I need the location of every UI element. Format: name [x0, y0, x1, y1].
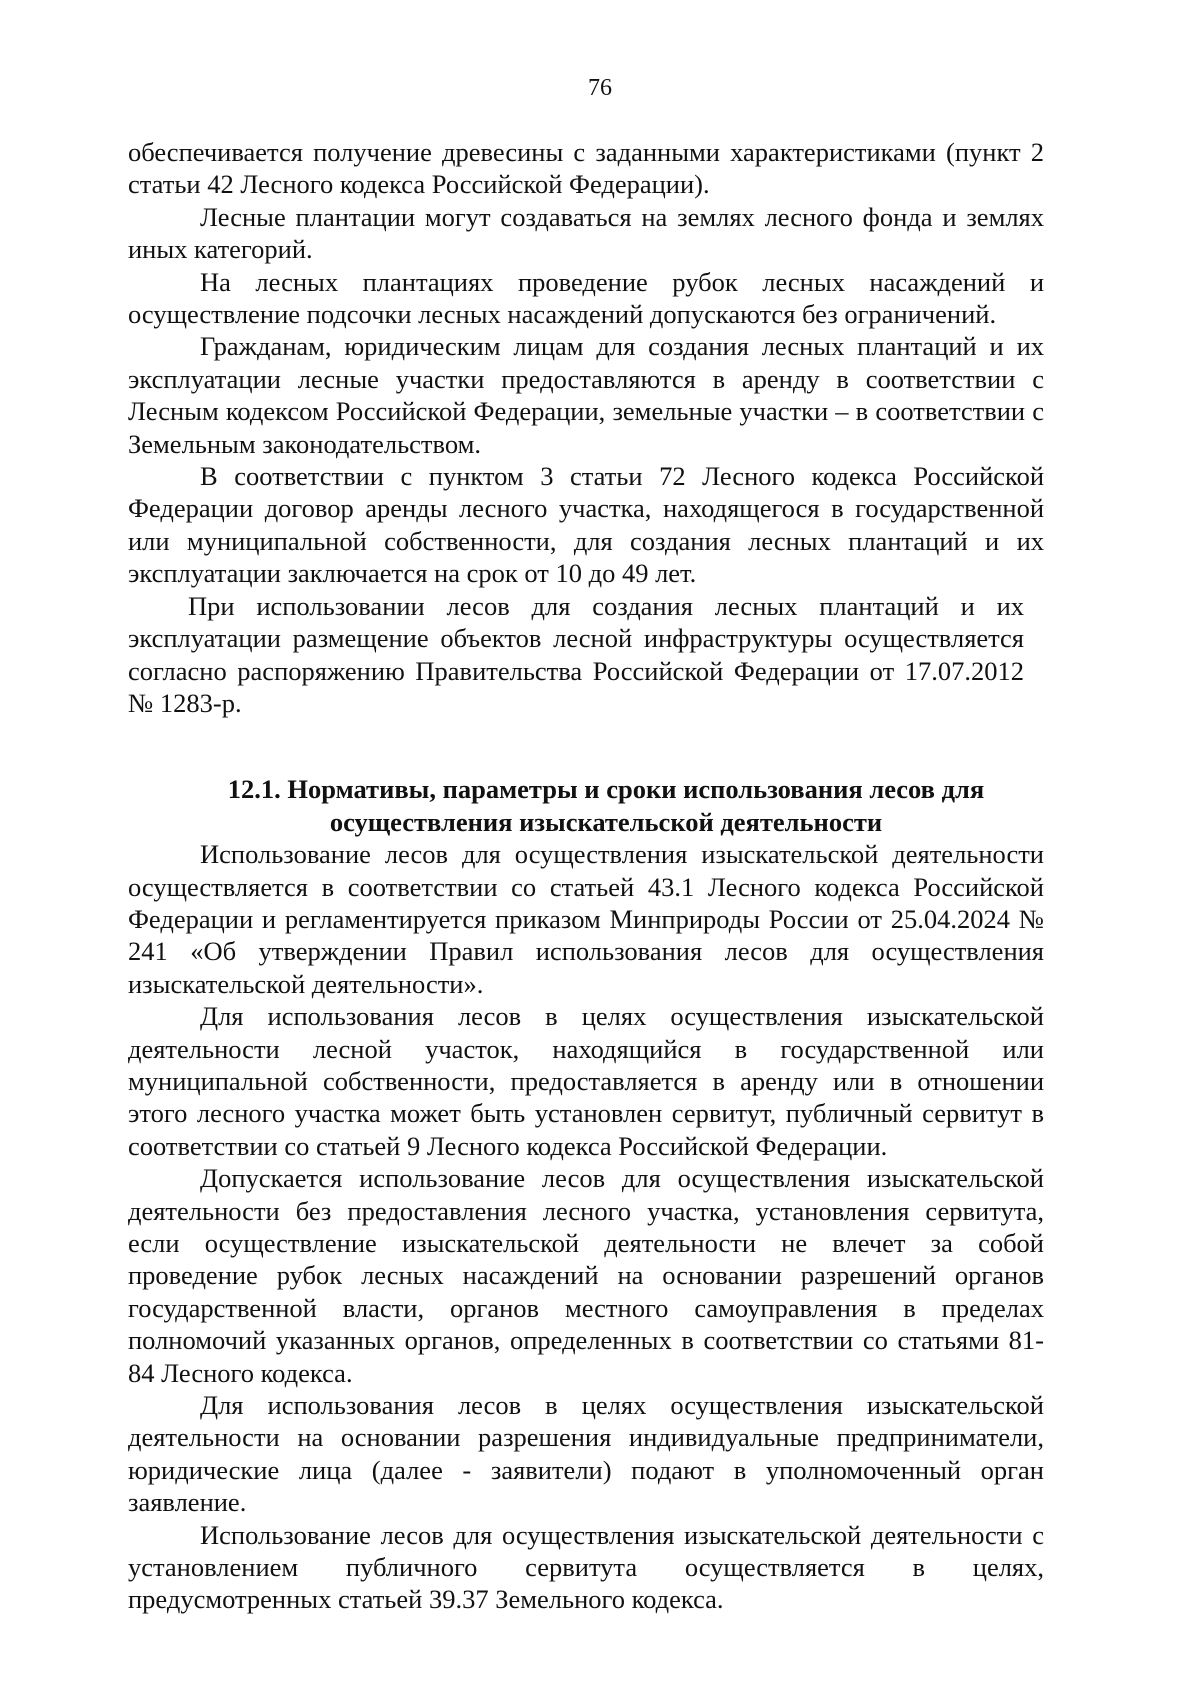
section-heading-line-1: 12.1. Нормативы, параметры и сроки использования лесов для [227, 774, 985, 805]
section-heading [128, 773, 1044, 838]
paragraph: Использование лесов для осуществления изыскательской деятельности с установлением публичного сервитута осуществляется в целях, предусмотренных статьей 39.37 Земельного кодекса. [128, 1519, 1044, 1615]
paragraph: Допускается использование лесов для осуществления изыскательской деятельности без предоставления лесного участка, установления сервитута, если осуществление изыскательской деятельности не влечет за собой проведение рубок лесных насаждений на основании разрешений органов государственной власти, органов местного самоуправления в пределах полномочий указанных органов, определенных в соответствии со статьями 81-84 Лесного кодекса. [128, 1163, 1044, 1388]
paragraph: На лесных плантациях проведение рубок лесных насаждений и осуществление подсочки лесных насаждений допускаются без ограничений. [128, 266, 1044, 330]
paragraph: Лесные плантации могут создаваться на землях лесного фонда и землях иных категорий. [128, 201, 1044, 265]
paragraph: В соответствии с пунктом 3 статьи 72 Лесного кодекса Российской Федерации договор аренды лесного участка, находящегося в государственной или муниципальной собственности, для создания лесных плантаций и их эксплуатации заключается на срок от 10 до 49 лет. [128, 461, 1044, 589]
section-heading-line-2: осуществления изыскательской деятельности [329, 806, 883, 837]
page-number: 76 [588, 75, 612, 101]
document-body [128, 136, 1044, 1616]
paragraph-continuation: обеспечивается получение древесины с заданными характеристиками (пункт 2 статьи 42 Лесного кодекса Российской Федерации). [128, 137, 1044, 200]
paragraph: При использовании лесов для создания лесных плантаций и их эксплуатации размещение объектов лесной инфраструктуры осуществляется согласно распоряжению Правительства Российской Федерации от 17.07.2012 № 1283-р. [128, 590, 1024, 718]
paragraph: Для использования лесов в целях осуществления изыскательской деятельности на основании разрешения индивидуальные предприниматели, юридические лица (далее - заявители) подают в уполномоченный орган заявление. [128, 1390, 1044, 1518]
paragraph: Для использования лесов в целях осуществления изыскательской деятельности лесной участок, находящийся в государственной или муниципальной собственности, предоставляется в аренду или в отношении этого лесного участка может быть установлен сервитут, публичный сервитут в соответствии со статьей 9 Лесного кодекса Российской Федерации. [128, 1001, 1044, 1161]
paragraph: Гражданам, юридическим лицам для создания лесных плантаций и их эксплуатации лесные участки предоставляются в аренду в соответствии с Лесным кодексом Российской Федерации, земельные участки – в соответствии с Земельным законодательством. [128, 331, 1044, 459]
paragraph: Использование лесов для осуществления изыскательской деятельности осуществляется в соответствии со статьей 43.1 Лесного кодекса Российской Федерации и регламентируется приказом Минприроды России от 25.04.2024 № 241 «Об утверждении Правил использования лесов для осуществления изыскательской деятельности». [128, 839, 1044, 999]
